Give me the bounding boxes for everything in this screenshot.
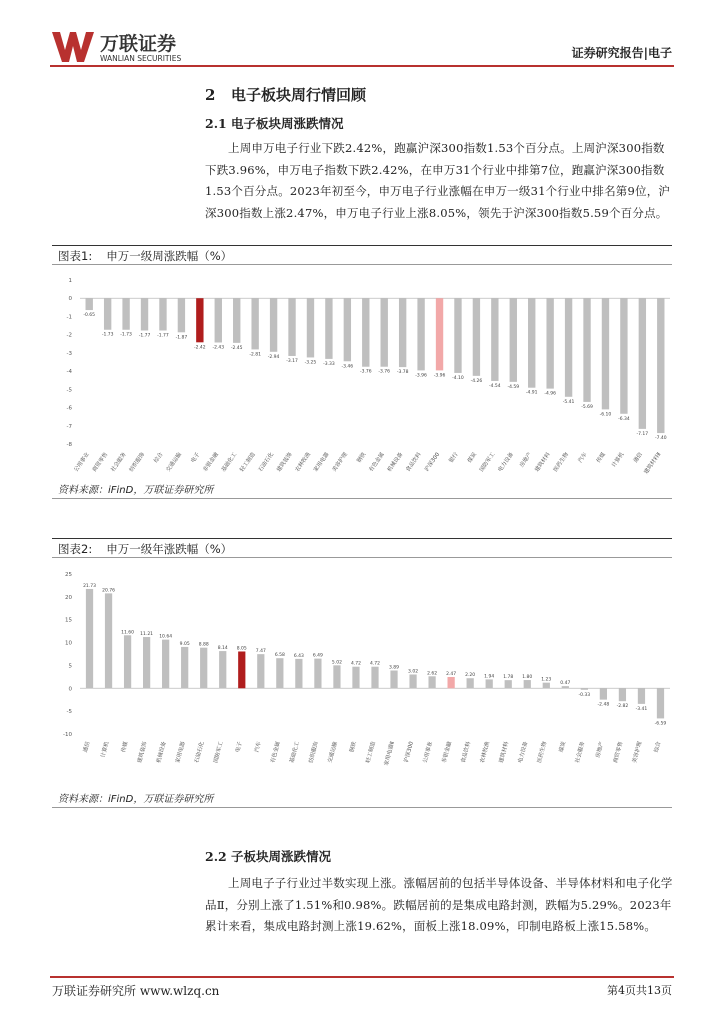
figure-1-source: 资料来源：iFinD，万联证券研究所 [58, 485, 214, 496]
bar [409, 674, 416, 688]
category-label: 商贸零售 [91, 451, 110, 474]
data-label: 1.78 [503, 675, 514, 681]
figure-label: 图表1: [58, 249, 93, 263]
bar [528, 298, 535, 387]
data-label: 9.05 [179, 641, 190, 647]
category-label: 电子 [235, 740, 244, 754]
data-label: -2.45 [230, 345, 243, 351]
bar [657, 688, 664, 718]
section-2-heading [205, 84, 366, 105]
data-label: -4.96 [544, 391, 556, 397]
category-label: 交通运输 [165, 451, 184, 474]
data-label: -3.41 [635, 706, 648, 712]
data-label: -6.10 [599, 412, 612, 418]
bar [196, 298, 203, 342]
data-label: -3.96 [433, 373, 446, 379]
bar [251, 298, 258, 349]
category-label: 轻工制造 [365, 740, 377, 764]
category-label: 食品饮料 [405, 451, 423, 474]
category-label: 通信 [632, 451, 644, 465]
figure-caption: 申万一级周涨跌幅（%） [106, 249, 233, 263]
bar [467, 678, 474, 688]
data-label: -2.42 [194, 345, 206, 351]
data-label: 1.23 [541, 677, 552, 683]
data-label: 8.14 [217, 646, 228, 652]
data-label: -5.69 [581, 404, 593, 410]
data-label: 0.47 [560, 681, 571, 687]
bar [307, 298, 314, 357]
section-2-2-heading [205, 847, 331, 865]
bar [381, 298, 388, 367]
bar [122, 298, 129, 330]
data-label: -2.94 [267, 354, 280, 360]
bar [141, 298, 148, 330]
category-label: 电力设备 [517, 740, 530, 764]
data-label: 10.64 [159, 634, 173, 640]
section-2-2-paragraph: 上周电子子行业过半数实现上涨。涨幅居前的包括半导体设备、半导体材料和电子化学品Ⅱ，分别上涨了1.51%和0.98%。跌幅居前的是集成电路封测，跌幅为5.29%。2023年累计来看，集成电路封测上涨19.62%，面板上涨18.09%，印制电路板上涨15.58%。 [205, 876, 673, 933]
bar [639, 298, 646, 429]
y-tick-label: -3 [66, 350, 72, 357]
footer-divider [50, 976, 674, 978]
data-label: 1.94 [484, 674, 495, 680]
category-label: 通信 [82, 740, 92, 754]
category-label: 国防军工 [213, 740, 225, 764]
data-label: -1.73 [101, 332, 114, 338]
y-tick-label: 1 [68, 278, 72, 284]
data-label: -3.33 [323, 361, 335, 367]
figure-1-title [52, 245, 672, 265]
data-label: 11.21 [140, 632, 154, 638]
category-label: 基础化工 [220, 451, 239, 474]
bar [491, 298, 498, 381]
category-label: 纺织服饰 [128, 451, 147, 474]
data-label: 8.05 [236, 646, 247, 652]
section-number: 2.2 [205, 849, 227, 864]
section-2-1-paragraph: 上周申万电子行业下跌2.42%，跑赢沪深300指数1.53个百分点。上周沪深300指数下跌3.96%，申万电子指数下跌2.42%，在申万31个行业中排第7位，跑赢沪深300指数1.53个百分点。2023年初至今，申万电子行业涨幅在申万一级31个行业中排名第9位，沪深300指数上涨2.47%，申万电子行业上涨8.05%，领先于沪深300指数5.59个百分点。 [205, 141, 671, 220]
data-label: -0.33 [578, 692, 591, 698]
bar [314, 659, 321, 689]
category-label: 机械设备 [386, 451, 405, 474]
bar [238, 651, 245, 688]
category-label: 非银金融 [202, 451, 220, 474]
y-tick-label: -10 [63, 732, 72, 738]
bar [600, 688, 607, 699]
bar [390, 671, 397, 689]
y-tick-label: 0 [68, 686, 72, 693]
bar [86, 589, 93, 688]
figure-caption: 申万一级年涨跌幅（%） [106, 542, 233, 556]
data-label: -3.17 [286, 358, 298, 364]
section-2-1-heading [205, 114, 344, 132]
bar [510, 298, 517, 382]
bar [270, 298, 277, 352]
bar [124, 635, 131, 688]
y-tick-label: 25 [65, 572, 72, 578]
data-label: 5.02 [331, 660, 342, 666]
bar [428, 676, 435, 688]
category-label: 家用电器 [313, 451, 331, 474]
category-label: 轻工制造 [239, 451, 257, 474]
section-number: 2.1 [205, 116, 227, 131]
category-label: 有色金属 [270, 740, 282, 764]
y-tick-label: 0 [68, 296, 72, 303]
category-label: 农林牧渔 [294, 451, 313, 474]
bar [257, 654, 264, 688]
data-label: -4.59 [507, 384, 520, 390]
category-label: 美容护理 [631, 740, 644, 764]
data-label: -1.73 [120, 332, 132, 338]
category-label: 社会服务 [574, 740, 587, 764]
bar [159, 298, 166, 330]
data-label: -7.40 [654, 436, 667, 442]
bar [602, 298, 609, 409]
bar [638, 688, 645, 704]
bar [86, 298, 93, 310]
category-label: 建筑装饰 [137, 740, 149, 764]
company-logo [50, 28, 240, 66]
data-label: -0.65 [83, 313, 96, 319]
data-label: -3.78 [396, 370, 409, 376]
section-title: 电子板块周行情回顾 [231, 86, 367, 104]
bar [448, 677, 455, 688]
category-label: 医药生物 [552, 451, 571, 474]
category-label: 美容护理 [331, 451, 349, 474]
category-label: 传媒 [120, 740, 130, 754]
data-label: -4.10 [452, 375, 464, 381]
data-label: -7.17 [636, 431, 649, 437]
bar [436, 298, 443, 370]
y-tick-label: -8 [66, 442, 72, 448]
category-label: 商贸零售 [612, 740, 625, 764]
y-tick-label: -1 [66, 314, 72, 321]
bar [104, 298, 111, 330]
figure-2-title [52, 538, 672, 558]
category-label: 钢铁 [356, 451, 368, 465]
category-label: 计算机 [100, 740, 111, 759]
data-label: 11.60 [121, 630, 135, 636]
figure-1-bottom-rule [52, 498, 672, 499]
category-label: 家用电器 [175, 740, 187, 764]
bar [178, 298, 185, 332]
section-title: 子板块周涨跌情况 [231, 849, 332, 864]
category-label: 基础化工 [289, 740, 301, 764]
data-label: -3.25 [304, 360, 317, 366]
category-label: 有色金属 [368, 451, 386, 474]
bar [288, 298, 295, 356]
category-label: 煤炭 [466, 451, 479, 465]
data-label: -3.76 [359, 369, 372, 375]
category-label: 石油石化 [194, 740, 206, 764]
footer-website: 万联证券研究所 www.wlzq.cn [52, 984, 220, 998]
category-label: 建筑材料 [498, 740, 511, 764]
category-label: 医药生物 [536, 740, 549, 764]
category-label: 食品饮料 [460, 740, 473, 764]
bar [295, 659, 302, 688]
bar [215, 298, 222, 342]
bar [105, 593, 112, 688]
data-label: 20.76 [102, 588, 115, 594]
y-tick-label: -4 [66, 369, 72, 376]
data-label: 3.02 [408, 669, 419, 675]
bar [344, 298, 351, 361]
bar [473, 298, 480, 376]
bar [454, 298, 461, 373]
category-label: 非银金融 [441, 740, 454, 764]
bar [486, 679, 493, 688]
data-label: 6.49 [312, 653, 323, 659]
data-label: -4.91 [525, 390, 538, 396]
data-label: -5.41 [562, 399, 575, 405]
data-label: -2.48 [597, 702, 610, 708]
bar [524, 680, 531, 688]
y-tick-label: 15 [65, 617, 72, 624]
data-label: 2.20 [465, 673, 476, 679]
category-label: 电子 [190, 451, 202, 465]
bar [562, 686, 569, 688]
y-tick-label: 20 [65, 594, 72, 601]
data-label: -3.96 [415, 373, 427, 379]
category-label: 交通运输 [327, 740, 339, 764]
data-label: 6.43 [293, 653, 304, 659]
bar [233, 298, 240, 343]
category-label: 石油石化 [257, 451, 276, 474]
data-label: 7.47 [255, 649, 266, 655]
y-tick-label: -5 [66, 387, 72, 394]
category-label: 沪深300 [403, 740, 415, 764]
category-label: 综合 [653, 740, 663, 754]
data-label: -6.34 [618, 416, 630, 422]
bar [581, 688, 588, 690]
y-tick-label: -2 [66, 332, 72, 339]
data-label: 4.72 [350, 661, 361, 667]
page-number: 第4页共13页 [607, 984, 672, 997]
bar [505, 680, 512, 688]
y-tick-label: 5 [68, 663, 72, 670]
bar [546, 298, 553, 388]
bar [219, 651, 226, 688]
logo-en-text: WANLIAN SECURITIES [100, 54, 182, 63]
data-label: 1.80 [522, 675, 533, 681]
data-label: -6.59 [654, 721, 667, 727]
logo-cn-text: 万联证券 [100, 33, 177, 55]
data-label: -4.26 [470, 378, 483, 384]
category-label: 机械设备 [156, 740, 168, 764]
data-label: -2.82 [616, 704, 629, 710]
bar [417, 298, 424, 370]
bar [657, 298, 664, 433]
logo-mark [52, 32, 94, 62]
bar [333, 665, 340, 688]
data-label: -2.81 [249, 352, 261, 358]
data-label: 6.58 [274, 653, 285, 659]
weekly-change-chart [52, 268, 672, 478]
y-tick-label: -7 [66, 423, 72, 430]
section-title: 电子板块周涨跌情况 [231, 116, 344, 131]
bar [543, 683, 550, 689]
data-label: -1.77 [157, 333, 169, 339]
category-label: 银行 [448, 451, 460, 465]
bar [362, 298, 369, 367]
data-label: 21.73 [83, 583, 96, 589]
category-label: 煤炭 [558, 740, 568, 754]
data-label: 4.72 [369, 661, 381, 667]
data-label: 2.47 [446, 671, 457, 677]
y-tick-label: 10 [65, 640, 72, 647]
bar [352, 667, 359, 689]
category-label: 国防军工 [478, 451, 497, 474]
figure-2-bottom-rule [52, 807, 672, 808]
bar [200, 648, 207, 689]
category-label: 农林牧渔 [479, 740, 492, 764]
bar [583, 298, 590, 402]
figure-label: 图表2: [58, 542, 93, 556]
bar [143, 637, 150, 688]
category-label: 公用事业 [73, 451, 91, 474]
data-label: -2.43 [212, 345, 225, 351]
section-number: 2 [205, 86, 216, 104]
bar [371, 667, 378, 689]
bar [620, 298, 627, 414]
category-label: 综合 [153, 451, 165, 465]
bar [565, 298, 572, 397]
data-label: -4.54 [489, 383, 501, 389]
category-label: 汽车 [254, 740, 263, 754]
category-label: 沪深300 [423, 451, 442, 473]
bar [162, 640, 169, 689]
category-label: 传媒 [595, 451, 608, 465]
category-label: 建筑材料Ⅱ [643, 451, 663, 476]
data-label: 3.89 [389, 665, 400, 671]
category-label: 纺织服饰 [308, 740, 320, 764]
bar [181, 647, 188, 688]
figure-2-source: 资料来源：iFinD，万联证券研究所 [58, 794, 214, 805]
data-label: -3.76 [378, 369, 391, 375]
category-label: 社会服务 [110, 451, 128, 474]
category-label: 电力设备 [497, 451, 515, 474]
data-label: 8.88 [198, 642, 209, 648]
data-label: -1.77 [138, 333, 151, 339]
y-tick-label: -6 [66, 405, 72, 412]
report-type: 证券研究报告|电子 [571, 46, 672, 60]
category-label: 建筑材料 [534, 451, 552, 474]
data-label: -1.87 [175, 335, 188, 341]
bar [276, 658, 283, 688]
annual-change-chart [52, 562, 672, 784]
category-label: 计算机 [611, 451, 626, 469]
category-label: 公用事业 [422, 740, 435, 764]
bar [399, 298, 406, 367]
header-divider [50, 65, 674, 67]
category-label: 钢铁 [349, 740, 358, 754]
category-label: 家用电器Ⅱ [383, 740, 396, 767]
data-label: -3.46 [341, 364, 354, 370]
category-label: 房地产 [595, 740, 606, 759]
y-tick-label: -5 [66, 709, 72, 716]
bar [619, 688, 626, 701]
bar [325, 298, 332, 359]
category-label: 建筑装饰 [276, 451, 294, 474]
data-label: 2.62 [427, 671, 438, 677]
category-label: 汽车 [577, 451, 589, 465]
category-label: 房地产 [518, 451, 534, 469]
